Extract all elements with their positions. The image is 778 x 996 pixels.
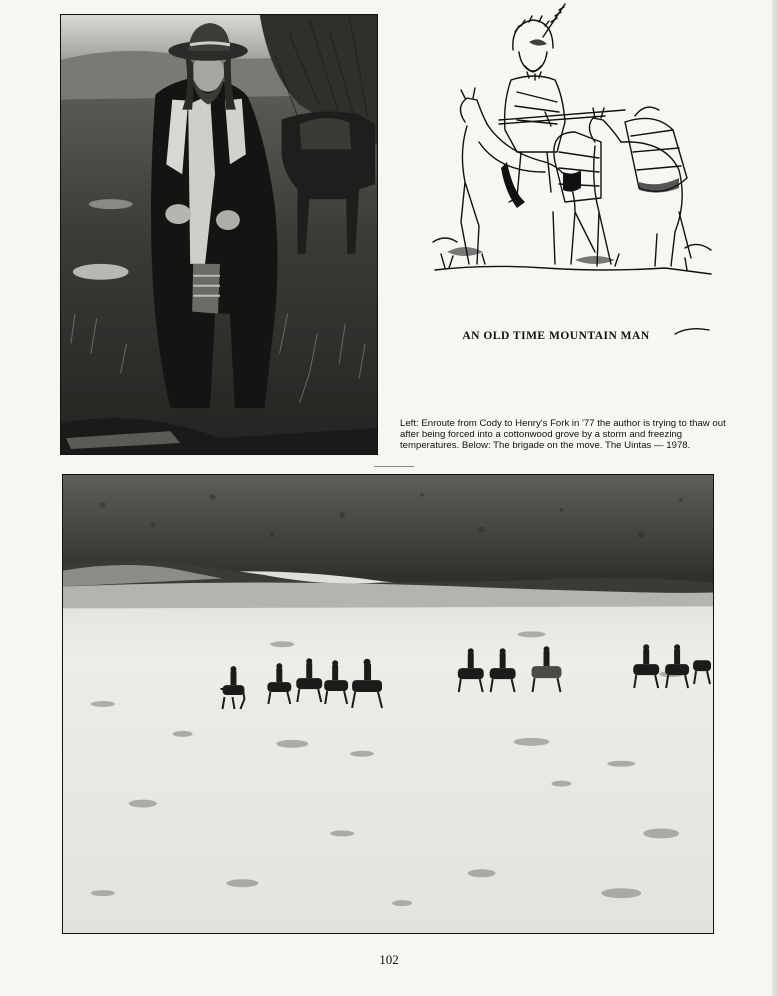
page-edge (772, 0, 778, 996)
photo-caption: Left: Enroute from Cody to Henry's Fork in '77 the author is trying to thaw out after being forced into a cottonwood grove by a storm and freezing temperatures. Below: The brigade on the move. The Uintas — 1978. (400, 418, 726, 451)
brigade-photo (62, 474, 714, 934)
sketch-caption: AN OLD TIME MOUNTAIN MAN (462, 330, 650, 342)
author-photo (60, 14, 378, 455)
divider (374, 466, 414, 467)
page-number: 102 (379, 952, 399, 967)
mountain-man-sketch (425, 2, 725, 347)
